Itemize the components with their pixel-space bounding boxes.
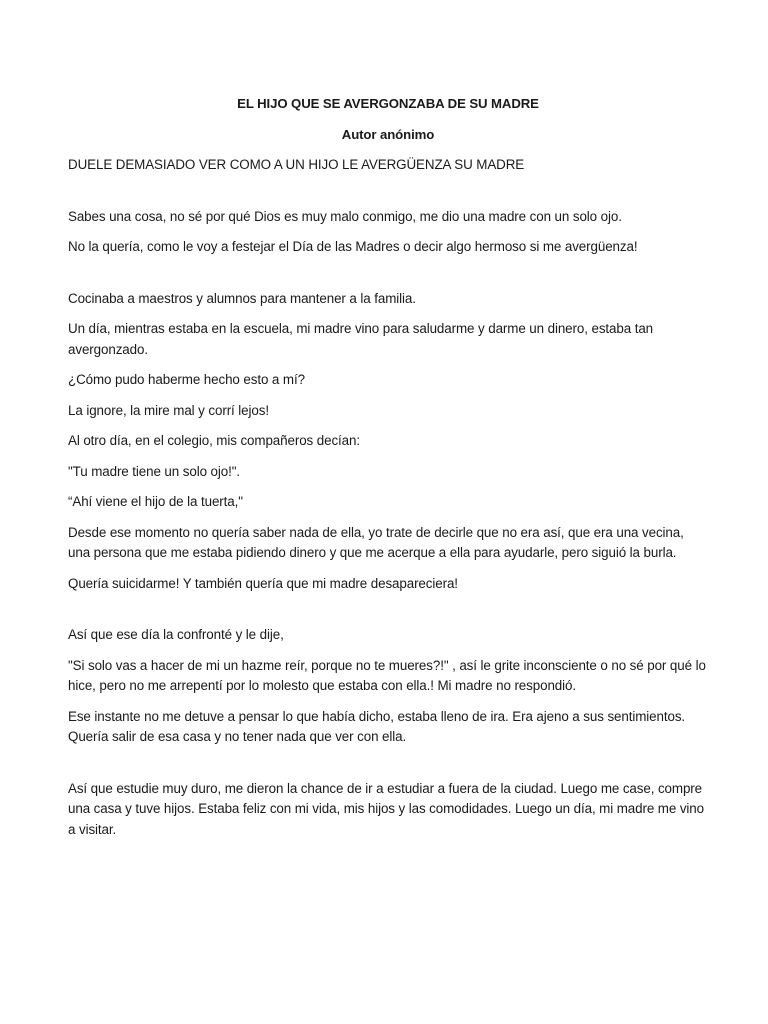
paragraph: “Ahí viene el hijo de la tuerta," <box>68 494 243 509</box>
document-body <box>68 94 708 850</box>
paragraph: No la quería, como le voy a festejar el Día de las Madres o decir algo hermoso si me avergüenza! <box>68 239 638 254</box>
paragraph-gap <box>68 268 708 289</box>
document-title: EL HIJO QUE SE AVERGONZABA DE SU MADRE <box>237 96 539 111</box>
paragraph: Un día, mientras estaba en la escuela, mi madre vino para saludarme y darme un dinero, estaba tan avergonzado. <box>68 321 654 357</box>
paragraph: ¿Cómo pudo haberme hecho esto a mí? <box>68 372 305 387</box>
paragraph: Así que ese día la confronté y le dije, <box>68 627 284 642</box>
paragraph: Así que estudie muy duro, me dieron la chance de ir a estudiar a fuera de la ciudad. Luego me case, compre una casa y tuve hijos. Estaba feliz con mi vida, mis hijos y las comodidades. Luego un día, mi madre me vino a visitar. <box>68 780 704 837</box>
paragraph: Quería suicidarme! Y también quería que mi madre desapareciera! <box>68 575 458 591</box>
paragraph-gap <box>68 604 708 625</box>
paragraph: La ignore, la mire mal y corrí lejos! <box>68 402 269 418</box>
paragraph: Sabes una cosa, no sé por qué Dios es muy malo conmigo, me dio una madre con un solo ojo. <box>68 208 622 224</box>
paragraph: Cocinaba a maestros y alumnos para mantener a la familia. <box>68 290 416 306</box>
paragraph: "Tu madre tiene un solo ojo!". <box>68 463 241 479</box>
paragraph: Al otro día, en el colegio, mis compañeros decían: <box>68 433 360 448</box>
paragraph: Ese instante no me detuve a pensar lo que había dicho, estaba lleno de ira. Era ajeno a sus sentimientos. Quería salir de esa casa y no tener nada que ver con ella. <box>68 708 686 744</box>
paragraph-gap <box>68 758 708 779</box>
document-subtitle: DUELE DEMASIADO VER COMO A UN HIJO LE AVERGÜENZA SU MADRE <box>68 157 525 172</box>
paragraph: Desde ese momento no quería saber nada de ella, yo trate de decirle que no era así, que era una vecina, una persona que me estaba pidiendo dinero y que me acerque a ella para ayudarle, pero siguió la burla. <box>68 524 684 560</box>
document-author: Autor anónimo <box>341 126 435 142</box>
paragraph-gap <box>68 186 708 207</box>
paragraph: "Si solo vas a hacer de mi un hazme reír, porque no te mueres?!" , así le grite inconsciente o no sé por qué lo hice, pero no me arrepentí por lo molesto que estaba con ella.! Mi madre no respondió. <box>68 657 706 693</box>
